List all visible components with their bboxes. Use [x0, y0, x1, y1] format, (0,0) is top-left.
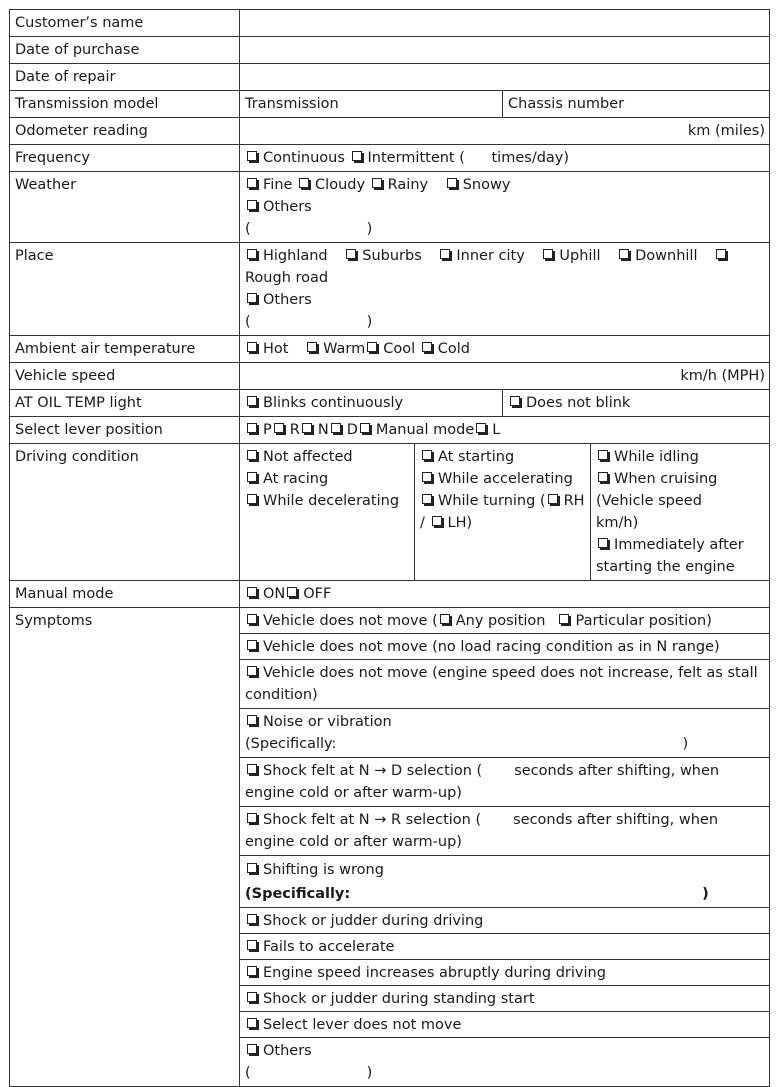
- checkbox-icon[interactable]: [422, 494, 432, 504]
- symptom-row: Fails to accelerate: [240, 934, 769, 960]
- checkbox-icon[interactable]: [247, 863, 257, 873]
- symptom-row: Vehicle does not move ( Any position Particular position): [240, 608, 769, 634]
- paren-open: (: [245, 314, 251, 330]
- option-decelerating: While decelerating: [263, 493, 400, 509]
- select-lever-options: [240, 417, 770, 444]
- option-uphill: Uphill: [559, 248, 601, 264]
- form-table: [9, 9, 770, 1087]
- checkbox-icon[interactable]: [247, 342, 257, 352]
- symptom-row: Vehicle does not move (no load racing condition as in N range): [240, 634, 769, 660]
- option-l: L: [492, 422, 501, 438]
- option-cloudy: Cloudy: [315, 177, 366, 193]
- checkbox-icon[interactable]: [247, 992, 257, 1002]
- symptom-row: Shock felt at N → R selection ( seconds after shifting, when engine cold or after warm-up): [240, 807, 769, 856]
- checkbox-icon[interactable]: [247, 914, 257, 924]
- checkbox-icon[interactable]: [432, 516, 442, 526]
- checkbox-icon[interactable]: [247, 640, 257, 650]
- transmission-model-cell: [240, 91, 770, 118]
- symptom-row: Select lever does not move: [240, 1012, 769, 1038]
- field-customer-name[interactable]: [240, 10, 770, 37]
- option-cool: Cool: [383, 341, 416, 357]
- checkbox-icon[interactable]: [548, 494, 558, 504]
- label-at-oil-temp: AT OIL TEMP light: [10, 390, 240, 417]
- option-manual: Manual mode: [375, 422, 475, 438]
- field-transmission[interactable]: Transmission: [240, 91, 503, 117]
- label-odometer: Odometer reading: [10, 118, 240, 145]
- paren-open: (: [245, 221, 251, 237]
- checkbox-icon[interactable]: [247, 178, 257, 188]
- diagnosis-form: [9, 9, 770, 1087]
- option-not-blink: Does not blink: [526, 395, 631, 411]
- kmh-note: km/h): [596, 515, 639, 531]
- checkbox-icon[interactable]: [247, 614, 257, 624]
- option-suburbs: Suburbs: [362, 248, 422, 264]
- checkbox-icon[interactable]: [287, 587, 297, 597]
- label-customer-name: Customer’s name: [10, 10, 240, 37]
- field-chassis-number[interactable]: Chassis number: [508, 96, 625, 112]
- checkbox-icon[interactable]: [247, 249, 257, 259]
- option-idling: While idling: [614, 449, 699, 465]
- weather-options: [240, 172, 770, 243]
- label-date-purchase: Date of purchase: [10, 37, 240, 64]
- label-select-lever: Select lever position: [10, 417, 240, 444]
- checkbox-icon[interactable]: [372, 178, 382, 188]
- option-others: Others: [263, 199, 312, 215]
- paren-close: ): [366, 314, 373, 330]
- option-at-starting: At starting: [438, 449, 515, 465]
- place-options: [240, 243, 770, 336]
- symptom-row: Others ( ): [245, 1043, 373, 1081]
- label-place: Place: [10, 243, 240, 336]
- option-accelerating: While accelerating: [438, 471, 573, 487]
- label-transmission-model: Transmission model: [10, 91, 240, 118]
- checkbox-icon[interactable]: [598, 472, 608, 482]
- checkbox-icon[interactable]: [360, 423, 370, 433]
- option-inner-city: Inner city: [456, 248, 525, 264]
- option-rainy: Rainy: [387, 177, 429, 193]
- option-others: Others: [263, 292, 312, 308]
- frequency-options: [240, 145, 770, 172]
- checkbox-icon[interactable]: [476, 423, 486, 433]
- checkbox-icon[interactable]: [598, 538, 608, 548]
- option-rh: RH: [563, 493, 585, 509]
- checkbox-icon[interactable]: [247, 472, 257, 482]
- checkbox-icon[interactable]: [422, 342, 432, 352]
- paren-close: ): [366, 221, 373, 237]
- vehicle-speed-note: (Vehicle speed: [596, 493, 702, 509]
- checkbox-icon[interactable]: [247, 494, 257, 504]
- option-immediately: Immediately after starting the engine: [596, 537, 744, 575]
- symptom-row: Shock or judder during standing start: [240, 986, 769, 1012]
- symptom-row: Vehicle does not move (engine speed does not increase, felt as stall condition): [240, 660, 769, 709]
- checkbox-icon[interactable]: [247, 450, 257, 460]
- checkbox-icon[interactable]: [440, 614, 450, 624]
- label-vehicle-speed: Vehicle speed: [10, 363, 240, 390]
- checkbox-icon[interactable]: [247, 966, 257, 976]
- checkbox-icon[interactable]: [302, 423, 312, 433]
- option-lh: LH): [447, 515, 473, 531]
- checkbox-icon[interactable]: [422, 472, 432, 482]
- checkbox-icon[interactable]: [440, 249, 450, 259]
- driving-options: [240, 444, 770, 581]
- checkbox-icon[interactable]: [331, 423, 341, 433]
- checkbox-icon[interactable]: [247, 587, 257, 597]
- slash: /: [420, 515, 425, 531]
- checkbox-icon[interactable]: [543, 249, 553, 259]
- symptom-row: Noise or vibration (Specifically: ): [240, 709, 769, 758]
- option-off: OFF: [303, 586, 332, 602]
- checkbox-icon[interactable]: [422, 450, 432, 460]
- checkbox-icon[interactable]: [367, 342, 377, 352]
- option-blinks: Blinks continuously: [263, 395, 404, 411]
- label-frequency: Frequency: [10, 145, 240, 172]
- checkbox-icon[interactable]: [247, 293, 257, 303]
- checkbox-icon[interactable]: [247, 200, 257, 210]
- checkbox-icon[interactable]: [247, 1018, 257, 1028]
- label-symptoms: Symptoms: [10, 608, 240, 1087]
- label-manual-mode: Manual mode: [10, 581, 240, 608]
- symptom-row: Engine speed increases abruptly during driving: [240, 960, 769, 986]
- checkbox-icon[interactable]: [247, 764, 257, 774]
- vehicle-speed-unit: km/h (MPH): [680, 368, 765, 384]
- checkbox-icon[interactable]: [247, 666, 257, 676]
- checkbox-icon[interactable]: [247, 151, 257, 161]
- checkbox-icon[interactable]: [346, 249, 356, 259]
- checkbox-icon[interactable]: [247, 1044, 257, 1054]
- option-p: P: [263, 422, 272, 438]
- option-d: D: [346, 422, 358, 438]
- option-turning: While turning (: [438, 493, 546, 509]
- checkbox-icon[interactable]: [247, 715, 257, 725]
- symptoms-list: [240, 608, 770, 1087]
- checkbox-icon[interactable]: [716, 249, 726, 259]
- field-date-purchase[interactable]: [240, 37, 770, 64]
- checkbox-icon[interactable]: [598, 450, 608, 460]
- checkbox-icon[interactable]: [247, 813, 257, 823]
- symptom-row: Shock or judder during driving: [240, 908, 769, 934]
- checkbox-icon[interactable]: [274, 423, 284, 433]
- label-weather: Weather: [10, 172, 240, 243]
- checkbox-icon[interactable]: [619, 249, 629, 259]
- field-date-repair[interactable]: [240, 64, 770, 91]
- option-on: ON: [263, 586, 286, 602]
- field-vehicle-speed[interactable]: [240, 363, 770, 390]
- times-per-day: times/day): [491, 150, 570, 166]
- ambient-options: [240, 336, 770, 363]
- option-intermittent: Intermittent (: [367, 150, 465, 166]
- option-downhill: Downhill: [635, 248, 698, 264]
- checkbox-icon[interactable]: [447, 178, 457, 188]
- option-not-affected: Not affected: [263, 449, 353, 465]
- field-odometer[interactable]: [240, 118, 770, 145]
- checkbox-icon[interactable]: [247, 940, 257, 950]
- checkbox-icon[interactable]: [559, 614, 569, 624]
- checkbox-icon[interactable]: [247, 396, 257, 406]
- label-driving-condition: Driving condition: [10, 444, 240, 581]
- manual-mode-options: [240, 581, 770, 608]
- label-ambient-temp: Ambient air temperature: [10, 336, 240, 363]
- option-continuous: Continuous: [263, 150, 345, 166]
- label-date-repair: Date of repair: [10, 64, 240, 91]
- option-rough-road: Rough road: [245, 270, 329, 286]
- checkbox-icon[interactable]: [299, 178, 309, 188]
- option-highland: Highland: [263, 248, 328, 264]
- option-snowy: Snowy: [462, 177, 511, 193]
- option-warm: Warm: [323, 341, 366, 357]
- checkbox-icon[interactable]: [247, 423, 257, 433]
- checkbox-icon[interactable]: [510, 396, 520, 406]
- at-oil-options: [240, 390, 770, 417]
- option-cold: Cold: [437, 341, 470, 357]
- checkbox-icon[interactable]: [307, 342, 317, 352]
- option-cruising: When cruising: [614, 471, 718, 487]
- symptom-row: Shock felt at N → D selection ( seconds after shifting, when engine cold or after warm-up): [240, 758, 769, 807]
- option-fine: Fine: [263, 177, 293, 193]
- option-n: N: [317, 422, 329, 438]
- option-at-racing: At racing: [263, 471, 329, 487]
- checkbox-icon[interactable]: [352, 151, 362, 161]
- symptom-row: Shifting is wrong (Specifically: ): [240, 856, 769, 908]
- option-hot: Hot: [263, 341, 289, 357]
- odometer-unit: km (miles): [687, 123, 765, 139]
- option-r: R: [289, 422, 300, 438]
